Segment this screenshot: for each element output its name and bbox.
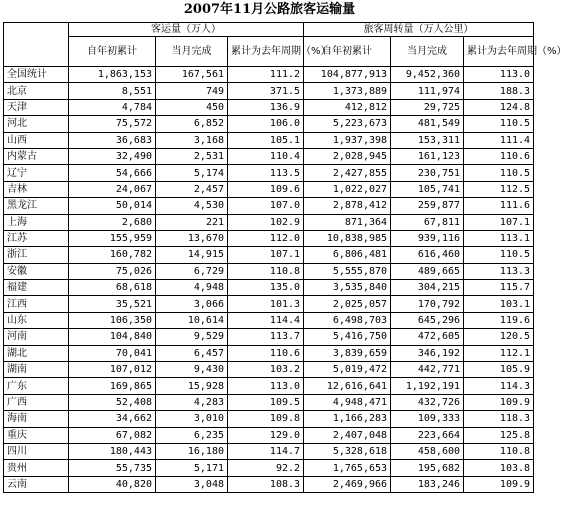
region-cell: 北京	[4, 83, 69, 99]
turn-month-cell: 105,741	[391, 181, 464, 197]
table-row	[4, 345, 534, 361]
turn-yoy-cell: 115.7	[464, 280, 534, 296]
turn-month-cell: 616,460	[391, 247, 464, 263]
vol-yoy-cell: 109.8	[228, 411, 304, 427]
vol-month-cell: 2,457	[156, 181, 228, 197]
turn-month-cell: 472,605	[391, 329, 464, 345]
vol-yoy-cell: 110.8	[228, 263, 304, 279]
turn-month-cell: 153,311	[391, 132, 464, 148]
vol-ytd-cell: 4,784	[69, 99, 156, 115]
region-cell: 河南	[4, 329, 69, 345]
turn-month-cell: 29,725	[391, 99, 464, 115]
header-vol-yoy: 累计为去年周期（%）	[228, 37, 304, 67]
table-row	[4, 132, 534, 148]
vol-yoy-cell: 109.5	[228, 394, 304, 410]
table-row	[4, 67, 534, 83]
vol-yoy-cell: 101.3	[228, 296, 304, 312]
turn-ytd-cell: 2,469,966	[304, 476, 391, 492]
vol-yoy-cell: 110.6	[228, 345, 304, 361]
region-cell: 四川	[4, 443, 69, 459]
turn-month-cell: 67,811	[391, 214, 464, 230]
vol-yoy-cell: 114.7	[228, 443, 304, 459]
vol-ytd-cell: 68,618	[69, 280, 156, 296]
turn-yoy-cell: 118.3	[464, 411, 534, 427]
vol-month-cell: 4,283	[156, 394, 228, 410]
region-cell: 海南	[4, 411, 69, 427]
table-row	[4, 378, 534, 394]
turn-ytd-cell: 2,028,945	[304, 148, 391, 164]
region-cell: 福建	[4, 280, 69, 296]
vol-yoy-cell: 113.7	[228, 329, 304, 345]
turn-ytd-cell: 5,019,472	[304, 362, 391, 378]
vol-month-cell: 10,614	[156, 312, 228, 328]
turn-ytd-cell: 1,166,283	[304, 411, 391, 427]
vol-month-cell: 6,235	[156, 427, 228, 443]
table-row	[4, 165, 534, 181]
vol-month-cell: 2,531	[156, 148, 228, 164]
table-row	[4, 198, 534, 214]
turn-yoy-cell: 112.1	[464, 345, 534, 361]
turn-ytd-cell: 871,364	[304, 214, 391, 230]
turn-yoy-cell: 120.5	[464, 329, 534, 345]
table-row	[4, 280, 534, 296]
turn-yoy-cell: 109.9	[464, 394, 534, 410]
vol-ytd-cell: 32,490	[69, 148, 156, 164]
turn-month-cell: 223,664	[391, 427, 464, 443]
turn-ytd-cell: 5,555,870	[304, 263, 391, 279]
vol-ytd-cell: 40,820	[69, 476, 156, 492]
turn-month-cell: 195,682	[391, 460, 464, 476]
vol-yoy-cell: 105.1	[228, 132, 304, 148]
turn-month-cell: 111,974	[391, 83, 464, 99]
turn-ytd-cell: 5,416,750	[304, 329, 391, 345]
header-region-cell	[4, 23, 69, 67]
turn-month-cell: 170,792	[391, 296, 464, 312]
header-vol-month: 当月完成	[156, 37, 228, 67]
vol-month-cell: 3,168	[156, 132, 228, 148]
table-row	[4, 230, 534, 246]
vol-ytd-cell: 75,026	[69, 263, 156, 279]
turn-yoy-cell: 113.0	[464, 67, 534, 83]
turn-yoy-cell: 111.6	[464, 198, 534, 214]
table-row	[4, 460, 534, 476]
region-cell: 内蒙古	[4, 148, 69, 164]
turn-yoy-cell: 125.8	[464, 427, 534, 443]
vol-ytd-cell: 55,735	[69, 460, 156, 476]
turn-yoy-cell: 111.4	[464, 132, 534, 148]
turn-yoy-cell: 114.3	[464, 378, 534, 394]
header-vol-ytd: 自年初累计	[69, 37, 156, 67]
vol-yoy-cell: 103.2	[228, 362, 304, 378]
header-turn-month: 当月完成	[391, 37, 464, 67]
turn-ytd-cell: 2,025,057	[304, 296, 391, 312]
region-cell: 吉林	[4, 181, 69, 197]
turn-month-cell: 458,600	[391, 443, 464, 459]
vol-ytd-cell: 155,959	[69, 230, 156, 246]
header-passenger-turnover: 旅客周转量（万人公里）	[304, 23, 534, 37]
turn-month-cell: 183,246	[391, 476, 464, 492]
vol-ytd-cell: 35,521	[69, 296, 156, 312]
turn-ytd-cell: 12,616,641	[304, 378, 391, 394]
vol-yoy-cell: 110.4	[228, 148, 304, 164]
turn-ytd-cell: 6,806,481	[304, 247, 391, 263]
turn-month-cell: 230,751	[391, 165, 464, 181]
turn-ytd-cell: 10,838,985	[304, 230, 391, 246]
turn-yoy-cell: 113.1	[464, 230, 534, 246]
vol-month-cell: 14,915	[156, 247, 228, 263]
region-cell: 全国统计	[4, 67, 69, 83]
vol-month-cell: 13,670	[156, 230, 228, 246]
vol-yoy-cell: 111.2	[228, 67, 304, 83]
vol-month-cell: 4,948	[156, 280, 228, 296]
turn-month-cell: 304,215	[391, 280, 464, 296]
vol-month-cell: 5,174	[156, 165, 228, 181]
turn-yoy-cell: 110.6	[464, 148, 534, 164]
header-passenger-volume: 客运量（万人）	[69, 23, 304, 37]
vol-yoy-cell: 113.0	[228, 378, 304, 394]
table-row	[4, 83, 534, 99]
vol-yoy-cell: 92.2	[228, 460, 304, 476]
table-row	[4, 296, 534, 312]
turn-yoy-cell: 188.3	[464, 83, 534, 99]
region-cell: 上海	[4, 214, 69, 230]
vol-ytd-cell: 180,443	[69, 443, 156, 459]
vol-ytd-cell: 52,408	[69, 394, 156, 410]
region-cell: 重庆	[4, 427, 69, 443]
region-cell: 黑龙江	[4, 198, 69, 214]
turn-month-cell: 346,192	[391, 345, 464, 361]
turn-month-cell: 442,771	[391, 362, 464, 378]
vol-ytd-cell: 75,572	[69, 116, 156, 132]
page-title: 2007年11月公路旅客运输量	[183, 2, 356, 17]
vol-yoy-cell: 136.9	[228, 99, 304, 115]
turn-yoy-cell: 107.1	[464, 214, 534, 230]
vol-yoy-cell: 129.0	[228, 427, 304, 443]
turn-yoy-cell: 109.9	[464, 476, 534, 492]
vol-month-cell: 3,010	[156, 411, 228, 427]
vol-ytd-cell: 50,014	[69, 198, 156, 214]
region-cell: 广西	[4, 394, 69, 410]
table-row	[4, 148, 534, 164]
table-row	[4, 116, 534, 132]
vol-month-cell: 6,852	[156, 116, 228, 132]
table-row	[4, 394, 534, 410]
vol-ytd-cell: 8,551	[69, 83, 156, 99]
vol-month-cell: 9,529	[156, 329, 228, 345]
turn-ytd-cell: 2,407,048	[304, 427, 391, 443]
turn-month-cell: 161,123	[391, 148, 464, 164]
vol-month-cell: 3,066	[156, 296, 228, 312]
turn-ytd-cell: 3,535,840	[304, 280, 391, 296]
vol-ytd-cell: 70,041	[69, 345, 156, 361]
vol-month-cell: 6,729	[156, 263, 228, 279]
turn-yoy-cell: 124.8	[464, 99, 534, 115]
vol-month-cell: 6,457	[156, 345, 228, 361]
vol-month-cell: 16,180	[156, 443, 228, 459]
vol-ytd-cell: 24,067	[69, 181, 156, 197]
turn-month-cell: 9,452,360	[391, 67, 464, 83]
region-cell: 云南	[4, 476, 69, 492]
table-row	[4, 476, 534, 492]
vol-yoy-cell: 135.0	[228, 280, 304, 296]
vol-ytd-cell: 34,662	[69, 411, 156, 427]
vol-yoy-cell: 371.5	[228, 83, 304, 99]
table-row	[4, 329, 534, 345]
vol-ytd-cell: 106,350	[69, 312, 156, 328]
region-cell: 山东	[4, 312, 69, 328]
turn-ytd-cell: 412,812	[304, 99, 391, 115]
vol-yoy-cell: 107.1	[228, 247, 304, 263]
turn-yoy-cell: 119.6	[464, 312, 534, 328]
turn-month-cell: 489,665	[391, 263, 464, 279]
table-row	[4, 181, 534, 197]
vol-ytd-cell: 1,863,153	[69, 67, 156, 83]
region-cell: 安徽	[4, 263, 69, 279]
region-cell: 湖南	[4, 362, 69, 378]
turn-month-cell: 109,333	[391, 411, 464, 427]
vol-yoy-cell: 107.0	[228, 198, 304, 214]
turn-yoy-cell: 110.5	[464, 165, 534, 181]
turn-yoy-cell: 110.8	[464, 443, 534, 459]
turn-month-cell: 432,726	[391, 394, 464, 410]
turn-ytd-cell: 2,427,855	[304, 165, 391, 181]
table-row	[4, 247, 534, 263]
vol-ytd-cell: 104,840	[69, 329, 156, 345]
header-turn-ytd: 自年初累计	[304, 37, 391, 67]
vol-yoy-cell: 106.0	[228, 116, 304, 132]
vol-month-cell: 749	[156, 83, 228, 99]
vol-yoy-cell: 113.5	[228, 165, 304, 181]
table-row	[4, 312, 534, 328]
table-body	[4, 23, 567, 493]
turn-yoy-cell: 110.5	[464, 116, 534, 132]
table-row	[4, 99, 534, 115]
turn-ytd-cell: 5,223,673	[304, 116, 391, 132]
vol-ytd-cell: 2,680	[69, 214, 156, 230]
turn-yoy-cell: 112.5	[464, 181, 534, 197]
vol-month-cell: 9,430	[156, 362, 228, 378]
turn-month-cell: 645,296	[391, 312, 464, 328]
region-cell: 河北	[4, 116, 69, 132]
region-cell: 浙江	[4, 247, 69, 263]
vol-yoy-cell: 109.6	[228, 181, 304, 197]
turn-month-cell: 1,192,191	[391, 378, 464, 394]
header-row-columns	[4, 37, 534, 67]
turn-ytd-cell: 1,373,889	[304, 83, 391, 99]
region-cell: 山西	[4, 132, 69, 148]
vol-ytd-cell: 160,782	[69, 247, 156, 263]
table-row	[4, 263, 534, 279]
vol-month-cell: 5,171	[156, 460, 228, 476]
vol-month-cell: 450	[156, 99, 228, 115]
vol-ytd-cell: 54,666	[69, 165, 156, 181]
turn-yoy-cell: 105.9	[464, 362, 534, 378]
header-turn-yoy: 累计为去年周期（%）	[464, 37, 534, 67]
vol-yoy-cell: 108.3	[228, 476, 304, 492]
vol-month-cell: 4,530	[156, 198, 228, 214]
table-row	[4, 362, 534, 378]
vol-ytd-cell: 67,082	[69, 427, 156, 443]
region-cell: 贵州	[4, 460, 69, 476]
vol-month-cell: 221	[156, 214, 228, 230]
table-row	[4, 443, 534, 459]
turn-ytd-cell: 5,328,618	[304, 443, 391, 459]
region-cell: 江西	[4, 296, 69, 312]
vol-yoy-cell: 114.4	[228, 312, 304, 328]
vol-ytd-cell: 36,683	[69, 132, 156, 148]
turn-yoy-cell: 103.1	[464, 296, 534, 312]
turn-yoy-cell: 113.3	[464, 263, 534, 279]
vol-month-cell: 167,561	[156, 67, 228, 83]
turn-ytd-cell: 2,878,412	[304, 198, 391, 214]
turn-ytd-cell: 1,022,027	[304, 181, 391, 197]
vol-month-cell: 15,928	[156, 378, 228, 394]
table-row	[4, 411, 534, 427]
turn-yoy-cell: 103.8	[464, 460, 534, 476]
vol-yoy-cell: 112.0	[228, 230, 304, 246]
turn-ytd-cell: 4,948,471	[304, 394, 391, 410]
table-row	[4, 427, 534, 443]
region-cell: 江苏	[4, 230, 69, 246]
turn-month-cell: 939,116	[391, 230, 464, 246]
turn-ytd-cell: 3,839,659	[304, 345, 391, 361]
turn-ytd-cell: 104,877,913	[304, 67, 391, 83]
turn-month-cell: 481,549	[391, 116, 464, 132]
turn-yoy-cell: 110.5	[464, 247, 534, 263]
vol-month-cell: 3,048	[156, 476, 228, 492]
table-row	[4, 214, 534, 230]
turn-ytd-cell: 6,498,703	[304, 312, 391, 328]
turn-ytd-cell: 1,765,653	[304, 460, 391, 476]
turn-month-cell: 259,877	[391, 198, 464, 214]
statistics-table	[3, 22, 567, 493]
region-cell: 天津	[4, 99, 69, 115]
region-cell: 湖北	[4, 345, 69, 361]
header-row-groups	[4, 23, 534, 37]
vol-ytd-cell: 169,865	[69, 378, 156, 394]
region-cell: 辽宁	[4, 165, 69, 181]
turn-ytd-cell: 1,937,398	[304, 132, 391, 148]
region-cell: 广东	[4, 378, 69, 394]
vol-yoy-cell: 102.9	[228, 214, 304, 230]
vol-ytd-cell: 107,012	[69, 362, 156, 378]
